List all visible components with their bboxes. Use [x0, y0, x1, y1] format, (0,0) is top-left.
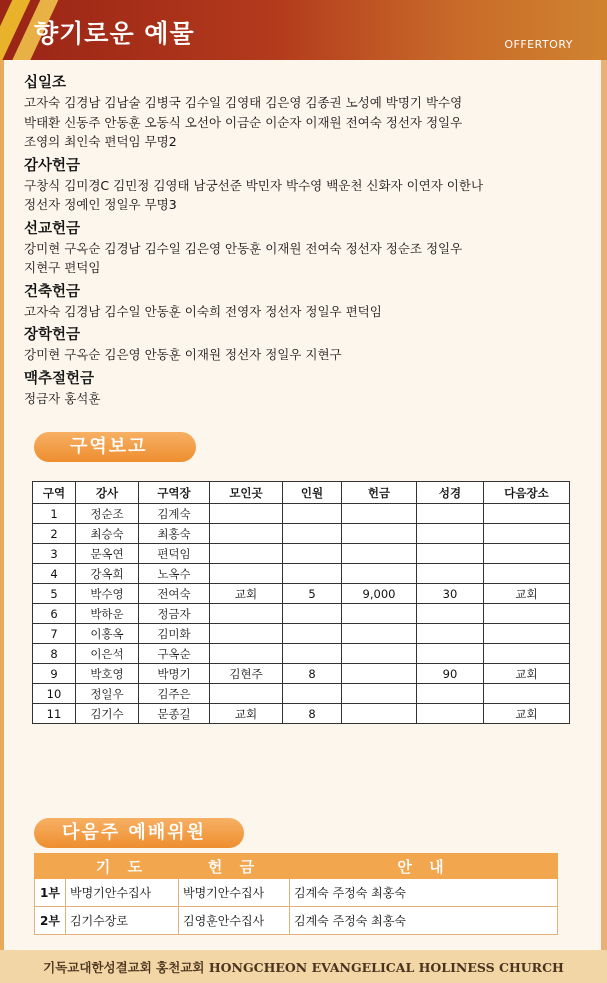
- table-cell: 7: [33, 624, 76, 644]
- table-cell: 정금자: [139, 604, 210, 624]
- table-cell: [283, 564, 342, 584]
- table-cell: 노옥수: [139, 564, 210, 584]
- prayer-cell: 박명기안수집사: [66, 879, 179, 907]
- table-cell: [417, 604, 484, 624]
- offering-section-thanks: [24, 157, 584, 215]
- table-cell: [210, 504, 283, 524]
- table-cell: [484, 624, 570, 644]
- table-cell: [417, 644, 484, 664]
- column-header: 성경: [417, 482, 484, 504]
- right-border: [601, 60, 607, 950]
- offering-list: [24, 74, 584, 413]
- table-cell: [417, 684, 484, 704]
- table-cell: [342, 504, 417, 524]
- offering-cell: 김영훈안수집사: [179, 907, 290, 935]
- corner-cell: [35, 854, 66, 879]
- table-cell: 6: [33, 604, 76, 624]
- table-cell: [210, 684, 283, 704]
- table-cell: 4: [33, 564, 76, 584]
- table-cell: 8: [283, 704, 342, 724]
- table-cell: [342, 704, 417, 724]
- offering-category: 맥추절헌금: [24, 370, 95, 387]
- table-cell: 8: [33, 644, 76, 664]
- table-cell: [283, 524, 342, 544]
- column-header: 모인곳: [210, 482, 283, 504]
- table-cell: 문옥연: [76, 544, 139, 564]
- table-cell: [342, 544, 417, 564]
- table-cell: [484, 564, 570, 584]
- section-heading-label: 다음주 예배위원: [62, 822, 206, 843]
- table-cell: 교회: [484, 704, 570, 724]
- table-cell: 8: [283, 664, 342, 684]
- usher-cell: 김계숙 주정숙 최홍숙: [290, 907, 558, 935]
- column-header: 기 도: [66, 854, 179, 879]
- table-cell: 9: [33, 664, 76, 684]
- table-cell: [417, 544, 484, 564]
- offering-names: 강미현 구옥순 김경남 김수일 김은영 안동훈 이재원 전여숙 정선자 정순조 정일우 지현구 편덕임: [24, 240, 463, 275]
- table-cell: [210, 624, 283, 644]
- column-header: 구역: [33, 482, 76, 504]
- offering-names: 구창식 김미경C 김민정 김영태 남궁선준 박민자 박수영 백운천 신화자 이연자 이한나 정선자 정예인 정일우 무명3: [24, 177, 484, 212]
- offering-category: 십일조: [24, 75, 67, 91]
- table-cell: 김기수: [76, 704, 139, 724]
- table-row: [35, 907, 558, 935]
- table-cell: 정순조: [76, 504, 139, 524]
- table-cell: 정일우: [76, 684, 139, 704]
- table-cell: 김계숙: [139, 504, 210, 524]
- table-row: [33, 704, 570, 724]
- district-report-table: [32, 481, 570, 724]
- offering-category: 장학헌금: [24, 327, 81, 343]
- table-cell: 편덕임: [139, 544, 210, 564]
- service-part: 2부: [35, 907, 66, 935]
- table-cell: 9,000: [342, 584, 417, 604]
- table-cell: 교회: [210, 584, 283, 604]
- table-cell: 교회: [210, 704, 283, 724]
- table-cell: [283, 684, 342, 704]
- prayer-cell: 김기수장로: [66, 907, 179, 935]
- offering-section-harvest: [24, 370, 584, 409]
- table-cell: [484, 644, 570, 664]
- table-cell: [342, 684, 417, 704]
- table-cell: [342, 564, 417, 584]
- table-cell: 전여숙: [139, 584, 210, 604]
- table-header-row: [33, 482, 570, 504]
- table-cell: [342, 644, 417, 664]
- table-row: [33, 544, 570, 564]
- table-cell: 최홍숙: [139, 524, 210, 544]
- table-cell: 박호영: [76, 664, 139, 684]
- table-cell: 최승숙: [76, 524, 139, 544]
- offering-category: 감사헌금: [24, 157, 81, 174]
- table-cell: [484, 604, 570, 624]
- table-row: [33, 504, 570, 524]
- table-row: [33, 604, 570, 624]
- table-cell: 5: [33, 584, 76, 604]
- table-cell: [417, 564, 484, 584]
- church-footer: [0, 950, 607, 983]
- column-header: 다음장소: [484, 482, 570, 504]
- table-cell: [484, 524, 570, 544]
- offering-section-tithe: [24, 74, 584, 152]
- table-cell: 2: [33, 524, 76, 544]
- district-report-heading: [34, 432, 196, 462]
- column-header: 헌 금: [179, 854, 290, 879]
- table-cell: [342, 524, 417, 544]
- table-cell: [342, 604, 417, 624]
- section-heading-label: 구역보고: [70, 436, 148, 457]
- table-cell: 3: [33, 544, 76, 564]
- table-cell: 1: [33, 504, 76, 524]
- table-row: [33, 624, 570, 644]
- worship-committee-table: [34, 853, 558, 935]
- table-cell: [210, 524, 283, 544]
- table-cell: [417, 504, 484, 524]
- table-cell: 이홍옥: [76, 624, 139, 644]
- table-cell: [342, 664, 417, 684]
- table-cell: 10: [33, 684, 76, 704]
- column-header: 구역장: [139, 482, 210, 504]
- table-cell: [283, 604, 342, 624]
- table-cell: [417, 704, 484, 724]
- offering-names: 강미현 구옥순 김은영 안동훈 이재원 정선자 정일우 지현구: [24, 347, 342, 362]
- table-cell: 교회: [484, 664, 570, 684]
- table-cell: 구옥순: [139, 644, 210, 664]
- table-row: [33, 524, 570, 544]
- table-cell: 김주은: [139, 684, 210, 704]
- table-row: [33, 584, 570, 604]
- district-report-body: [33, 504, 570, 724]
- offering-category: 건축헌금: [24, 283, 81, 300]
- table-header-row: [35, 854, 558, 879]
- table-cell: 박수영: [76, 584, 139, 604]
- table-cell: [417, 524, 484, 544]
- table-cell: 30: [417, 584, 484, 604]
- offering-names: 고자숙 김경남 김수일 안동훈 이숙희 전영자 정선자 정일우 편덕임: [24, 303, 382, 319]
- offering-category: 선교헌금: [24, 220, 81, 237]
- usher-cell: 김계숙 주정숙 최홍숙: [290, 879, 558, 907]
- table-cell: 박명기: [139, 664, 210, 684]
- table-cell: 교회: [484, 584, 570, 604]
- page-title: 향기로운 예물: [34, 19, 195, 48]
- table-cell: 김미화: [139, 624, 210, 644]
- footer-text: 기독교대한성결교회 홍천교회 HONGCHEON EVANGELICAL HOLINESS CHURCH: [43, 960, 564, 975]
- table-row: [33, 684, 570, 704]
- table-cell: 문종길: [139, 704, 210, 724]
- table-row: [33, 644, 570, 664]
- table-cell: 박하운: [76, 604, 139, 624]
- table-cell: 강옥희: [76, 564, 139, 584]
- table-cell: [210, 564, 283, 584]
- table-cell: [210, 544, 283, 564]
- next-week-heading: [34, 818, 244, 848]
- offering-section-mission: [24, 220, 584, 278]
- table-cell: 김현주: [210, 664, 283, 684]
- offering-section-building: [24, 283, 584, 322]
- table-cell: [417, 624, 484, 644]
- table-cell: [210, 604, 283, 624]
- table-row: [35, 879, 558, 907]
- table-cell: [484, 544, 570, 564]
- table-row: [33, 664, 570, 684]
- table-cell: [283, 644, 342, 664]
- page-subtitle: OFFERTORY: [504, 38, 573, 51]
- table-cell: 90: [417, 664, 484, 684]
- table-cell: 11: [33, 704, 76, 724]
- table-cell: [283, 624, 342, 644]
- offering-cell: 박명기안수집사: [179, 879, 290, 907]
- table-cell: [210, 644, 283, 664]
- offering-names: 정금자 홍석훈: [24, 390, 101, 406]
- service-part: 1부: [35, 879, 66, 907]
- header-banner: [0, 0, 607, 60]
- table-cell: 5: [283, 584, 342, 604]
- table-cell: [283, 544, 342, 564]
- table-cell: [484, 684, 570, 704]
- table-cell: [342, 624, 417, 644]
- table-row: [33, 564, 570, 584]
- column-header: 안 내: [290, 854, 558, 879]
- column-header: 인원: [283, 482, 342, 504]
- table-cell: [484, 504, 570, 524]
- left-border: [0, 60, 4, 950]
- offering-section-scholarship: [24, 326, 584, 365]
- column-header: 헌금: [342, 482, 417, 504]
- offering-names: 고자숙 김경남 김남술 김병국 김수일 김영태 김은영 김종권 노성예 박명기 박수영 박태환 신동주 안동훈 오동식 오선아 이금순 이순자 이재원 전여숙 정선자 정일우 조영의 최인숙 편덕임 무명2: [24, 95, 463, 149]
- table-cell: [283, 504, 342, 524]
- column-header: 강사: [76, 482, 139, 504]
- table-cell: 이은석: [76, 644, 139, 664]
